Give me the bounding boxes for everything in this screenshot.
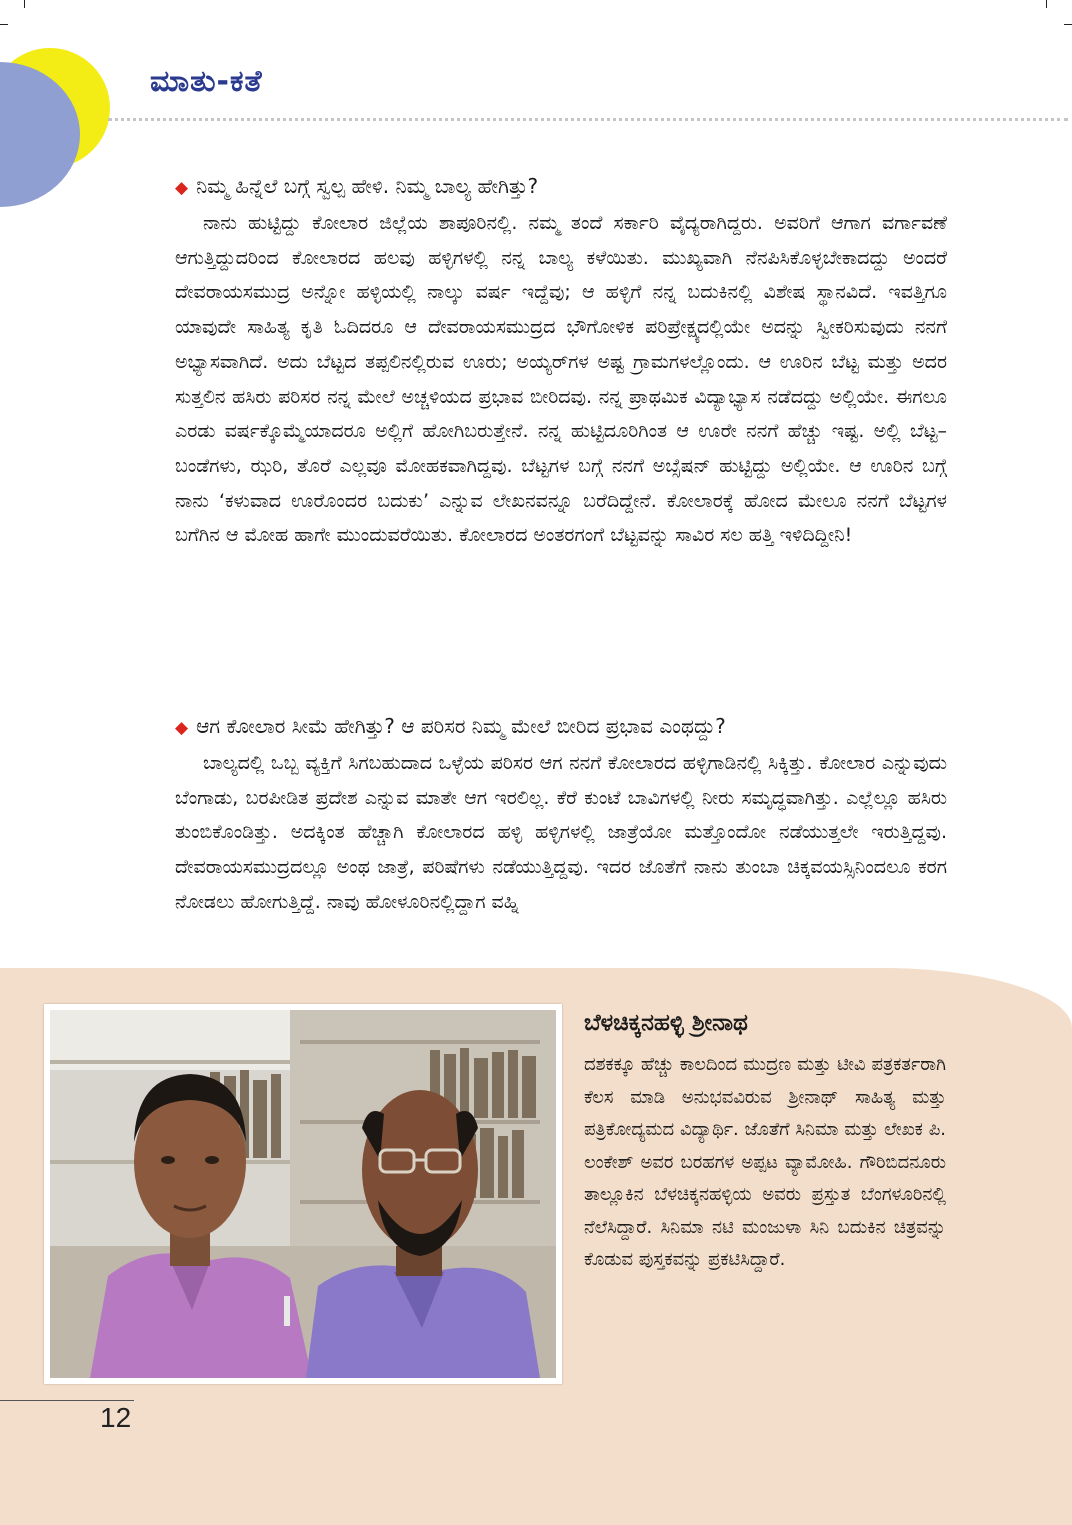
interview-block-1	[175, 168, 947, 553]
answer-1: ನಾನು ಹುಟ್ಟಿದ್ದು ಕೋಲಾರ ಜಿಲ್ಲೆಯ ಶಾಪೂರಿನಲ್ಲಿ. ನಮ್ಮ ತಂದೆ ಸರ್ಕಾರಿ ವೈದ್ಯರಾಗಿದ್ದರು. ಅವರಿಗೆ ಆಗಾಗ ವರ್ಗಾವಣೆ ಆಗುತ್ತಿದ್ದುದರಿಂದ ಕೋಲಾರದ ಹಲವು ಹಳ್ಳಿಗಳಲ್ಲಿ ನನ್ನ ಬಾಲ್ಯ ಕಳೆಯಿತು. ಮುಖ್ಯವಾಗಿ ನೆನಪಿಸಿಕೊಳ್ಳಬೇಕಾದದ್ದು ಅಂದರೆ ದೇವರಾಯಸಮುದ್ರ ಅನ್ನೋ ಹಳ್ಳಿಯಲ್ಲಿ ನಾಲ್ಕು ವರ್ಷ ಇದ್ದೆವು; ಆ ಹಳ್ಳಿಗೆ ನನ್ನ ಬದುಕಿನಲ್ಲಿ ವಿಶೇಷ ಸ್ಥಾನವಿದೆ. ಇವತ್ತಿಗೂ ಯಾವುದೇ ಸಾಹಿತ್ಯ ಕೃತಿ ಓದಿದರೂ ಆ ದೇವರಾಯಸಮುದ್ರದ ಭೌಗೋಳಿಕ ಪರಿಪ್ರೇಕ್ಷ್ಯದಲ್ಲಿಯೇ ಅದನ್ನು ಸ್ವೀಕರಿಸುವುದು ನನಗೆ ಅಭ್ಯಾಸವಾಗಿದೆ. ಅದು ಬೆಟ್ಟದ ತಪ್ಪಲಿನಲ್ಲಿರುವ ಊರು; ಅಯ್ಯರ್‌ಗಳ ಅಷ್ಟ ಗ್ರಾಮಗಳಲ್ಲೊಂದು. ಆ ಊರಿನ ಬೆಟ್ಟ ಮತ್ತು ಅದರ ಸುತ್ತಲಿನ ಹಸಿರು ಪರಿಸರ ನನ್ನ ಮೇಲೆ ಅಚ್ಚಳಿಯದ ಪ್ರಭಾವ ಬೀರಿದವು. ನನ್ನ ಪ್ರಾಥಮಿಕ ವಿದ್ಯಾಭ್ಯಾಸ ನಡೆದದ್ದು ಅಲ್ಲಿಯೇ. ಈಗಲೂ ಎರಡು ವರ್ಷಕ್ಕೊಮ್ಮೆಯಾದರೂ ಅಲ್ಲಿಗೆ ಹೋಗಿಬರುತ್ತೇನೆ. ನನ್ನ ಹುಟ್ಟಿದೂರಿಗಿಂತ ಆ ಊರೇ ನನಗೆ ಹೆಚ್ಚು ಇಷ್ಟ. ಅಲ್ಲಿ ಬೆಟ್ಟ–ಬಂಡೆಗಳು, ಝರಿ, ತೊರೆ ಎಲ್ಲವೂ ಮೋಹಕವಾಗಿದ್ದವು. ಬೆಟ್ಟಗಳ ಬಗ್ಗೆ ನನಗೆ ಅಬ್ಸೆಷನ್ ಹುಟ್ಟಿದ್ದು ಅಲ್ಲಿಯೇ. ಆ ಊರಿನ ಬಗ್ಗೆ ನಾನು ‘ಕಳುವಾದ ಊರೊಂದರ ಬದುಕು’ ಎನ್ನುವ ಲೇಖನವನ್ನೂ ಬರೆದಿದ್ದೇನೆ. ಕೋಲಾರಕ್ಕೆ ಹೋದ ಮೇಲೂ ನನಗೆ ಬೆಟ್ಟಗಳ ಬಗೆಗಿನ ಆ ಮೋಹ ಹಾಗೇ ಮುಂದುವರೆಯಿತು. ಕೋಲಾರದ ಅಂತರಗಂಗೆ ಬೆಟ್ಟವನ್ನು ಸಾವಿರ ಸಲ ಹತ್ತಿ ಇಳಿದಿದ್ದೀನಿ!	[175, 212, 947, 547]
question-2-text: ಆಗ ಕೋಲಾರ ಸೀಮೆ ಹೇಗಿತ್ತು? ಆ ಪರಿಸರ ನಿಮ್ಮ ಮೇಲೆ ಬೀರಿದ ಪ್ರಭಾವ ಎಂಥದ್ದು?	[196, 714, 726, 738]
question-1-text: ನಿಮ್ಮ ಹಿನ್ನೆಲೆ ಬಗ್ಗೆ ಸ್ವಲ್ಪ ಹೇಳಿ. ನಿಮ್ಮ ಬಾಲ್ಯ ಹೇಗಿತ್ತು?	[196, 174, 539, 198]
page-number-rule	[0, 1400, 134, 1401]
interview-block-2	[175, 708, 947, 920]
bio-text: ದಶಕಕ್ಕೂ ಹೆಚ್ಚು ಕಾಲದಿಂದ ಮುದ್ರಣ ಮತ್ತು ಟೀವಿ ಪತ್ರಕರ್ತರಾಗಿ ಕೆಲಸ ಮಾಡಿ ಅನುಭವವಿರುವ ಶ್ರೀನಾಥ್ ಸಾಹಿತ್ಯ ಮತ್ತು ಪತ್ರಿಕೋದ್ಯಮದ ವಿದ್ಯಾರ್ಥಿ. ಜೊತೆಗೆ ಸಿನಿಮಾ ಮತ್ತು ಲೇಖಕ ಪಿ. ಲಂಕೇಶ್ ಅವರ ಬರಹಗಳ ಅಪ್ಪಟ ವ್ಯಾಮೋಹಿ. ಗೌರಿಬಿದನೂರು ತಾಲ್ಲೂಕಿನ ಬೆಳಚಿಕ್ಕನಹಳ್ಳಿಯ ಅವರು ಪ್ರಸ್ತುತ ಬೆಂಗಳೂರಿನಲ್ಲಿ ನೆಲೆಸಿದ್ದಾರೆ. ಸಿನಿಮಾ ನಟಿ ಮಂಜುಳಾ ಸಿನಿ ಬದುಕಿನ ಚಿತ್ರವನ್ನು ಕೊಡುವ ಪುಸ್ತಕವನ್ನು ಪ್ರಕಟಿಸಿದ್ದಾರೆ.	[584, 1054, 946, 1270]
photo-illustration	[50, 1010, 556, 1378]
section-title: ಮಾತು-ಕತೆ	[150, 64, 263, 99]
crop-mark-right-upper	[1064, 24, 1072, 25]
crop-mark-left-upper	[0, 24, 8, 25]
answer-2: ಬಾಲ್ಯದಲ್ಲಿ ಒಬ್ಬ ವ್ಯಕ್ತಿಗೆ ಸಿಗಬಹುದಾದ ಒಳ್ಳೆಯ ಪರಿಸರ ಆಗ ನನಗೆ ಕೋಲಾರದ ಹಳ್ಳಿಗಾಡಿನಲ್ಲಿ ಸಿಕ್ಕಿತ್ತು. ಕೋಲಾರ ಎನ್ನುವುದು ಬೆಂಗಾಡು, ಬರಪೀಡಿತ ಪ್ರದೇಶ ಎನ್ನುವ ಮಾತೇ ಆಗ ಇರಲಿಲ್ಲ. ಕೆರೆ ಕುಂಟೆ ಬಾವಿಗಳಲ್ಲಿ ನೀರು ಸಮೃದ್ಧವಾಗಿತ್ತು. ಎಲ್ಲೆಲ್ಲೂ ಹಸಿರು ತುಂಬಿಕೊಂಡಿತ್ತು. ಅದಕ್ಕಿಂತ ಹೆಚ್ಚಾಗಿ ಕೋಲಾರದ ಹಳ್ಳಿ ಹಳ್ಳಿಗಳಲ್ಲಿ ಜಾತ್ರೆಯೋ ಮತ್ತೊಂದೋ ನಡೆಯುತ್ತಲೇ ಇರುತ್ತಿದ್ದವು. ದೇವರಾಯಸಮುದ್ರದಲ್ಲೂ ಅಂಥ ಜಾತ್ರೆ, ಪರಿಷೆಗಳು ನಡೆಯುತ್ತಿದ್ದವು. ಇದರ ಜೊತೆಗೆ ನಾನು ತುಂಬಾ ಚಿಕ್ಕವಯಸ್ಸಿನಿಂದಲೂ ಕರಗ ನೋಡಲು ಹೋಗುತ್ತಿದ್ದೆ. ನಾವು ಹೋಳೂರಿನಲ್ಲಿದ್ದಾಗ ವಹ್ನಿ	[175, 752, 947, 913]
diamond-icon: ◆	[175, 718, 189, 738]
diamond-icon: ◆	[175, 178, 189, 198]
crop-mark-top-right	[1046, 0, 1047, 8]
crop-mark-top-left	[24, 0, 25, 8]
question-1	[175, 168, 947, 206]
page-number: 12	[100, 1402, 132, 1433]
dotted-divider	[108, 118, 1068, 121]
question-2	[175, 708, 947, 746]
author-photo	[44, 1004, 562, 1384]
bio-name: ಬೆಳಚಿಕ್ಕನಹಳ್ಳಿ ಶ್ರೀನಾಥ	[584, 1010, 748, 1036]
